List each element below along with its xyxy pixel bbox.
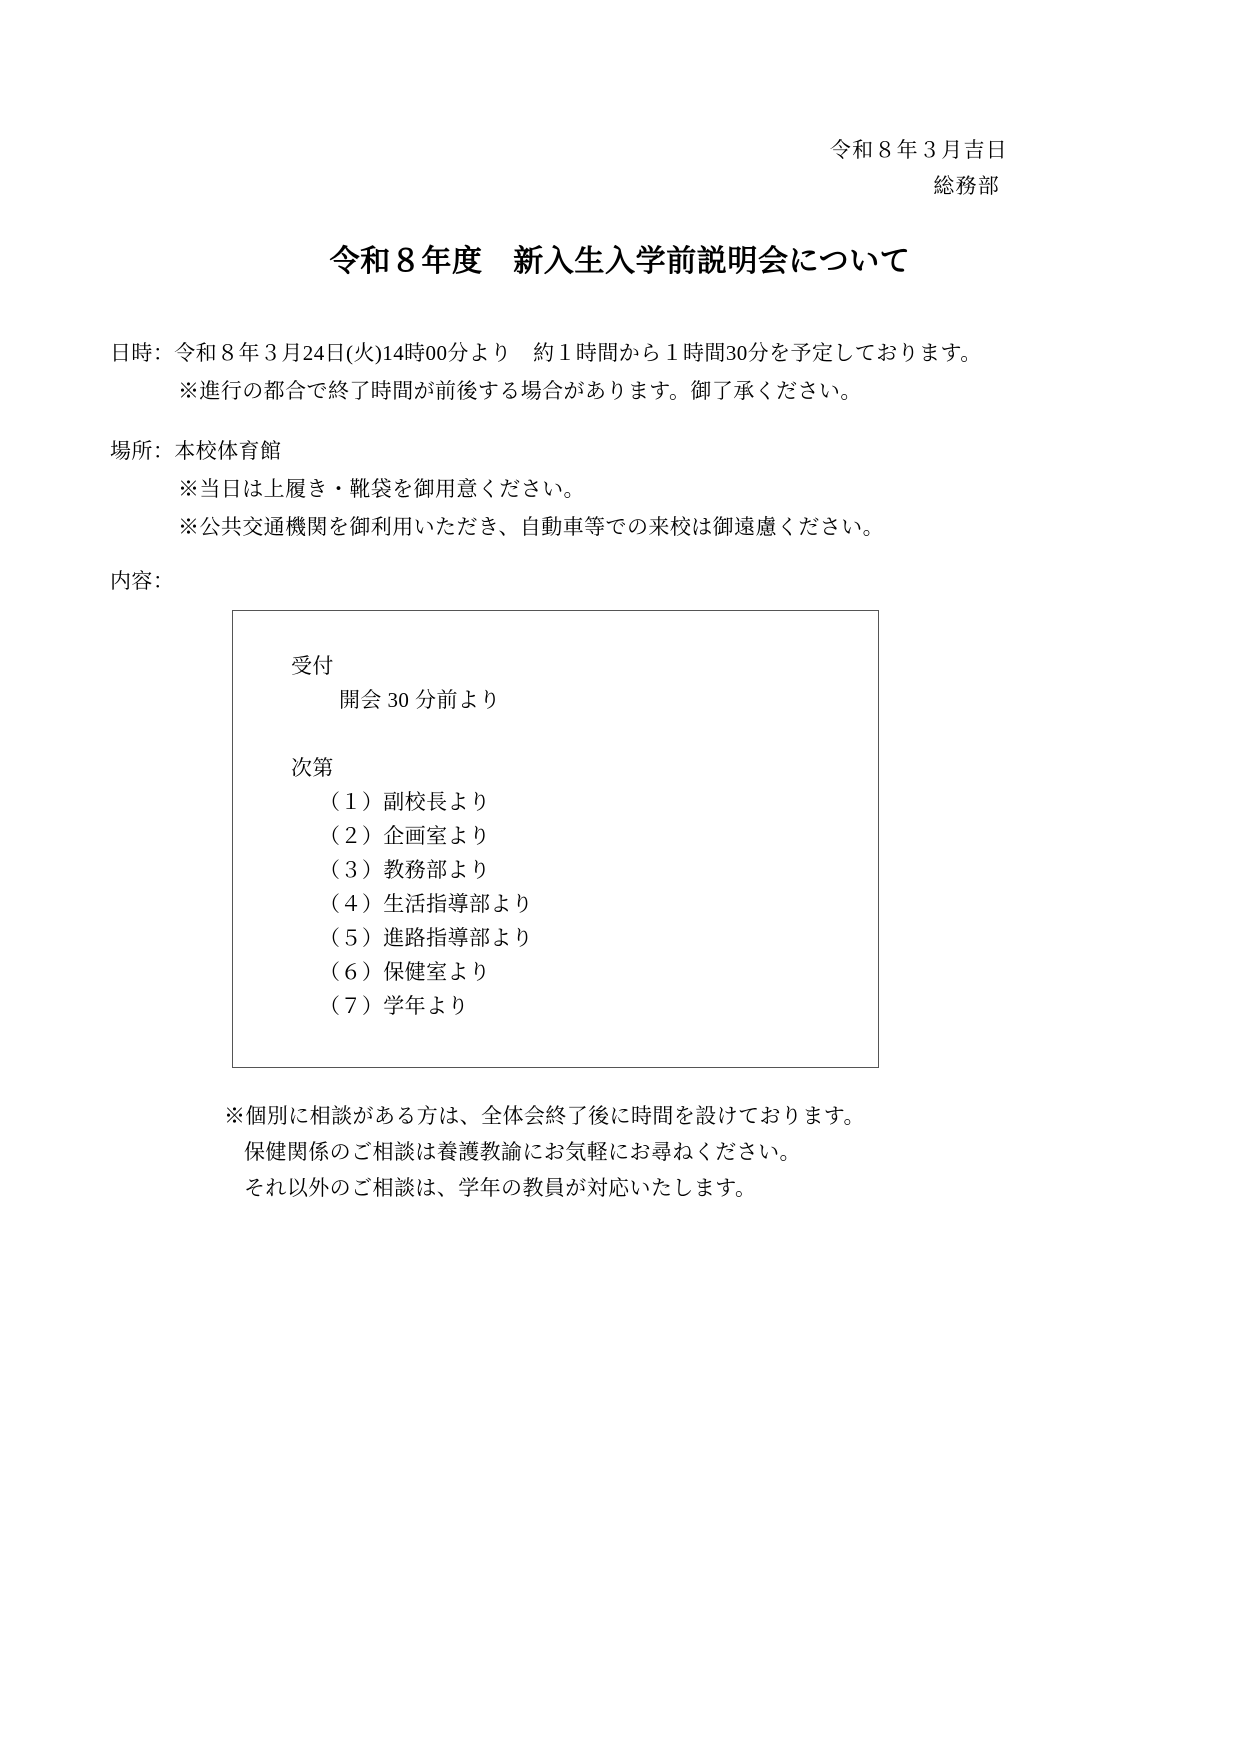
document-header: [0, 132, 1240, 204]
agenda-item: （１）副校長より: [319, 790, 491, 814]
header-date: 令和８年３月吉日: [829, 138, 1008, 162]
agenda-item: （５）進路指導部より: [319, 926, 534, 950]
page-title: 令和８年度 新入生入学前説明会について: [329, 244, 911, 279]
agenda-item: （６）保健室より: [319, 960, 491, 984]
datetime-note-line: ※進行の都合で終了時間が前後する場合があります。御了承ください。: [178, 379, 862, 403]
reception-detail: 開会 30 分前より: [339, 688, 501, 712]
program-box-inner: [233, 611, 878, 1023]
agenda-item: （２）企画室より: [319, 824, 491, 848]
agenda-item: （４）生活指導部より: [319, 892, 534, 916]
program-box: [232, 610, 879, 1068]
place-note-line-1: ※当日は上履き・靴袋を御用意ください。: [178, 477, 585, 501]
place-label-line: 場所：本校体育館: [110, 439, 282, 463]
contents-label-line: 内容：: [110, 569, 175, 593]
section-place: [110, 432, 1170, 546]
section-contents: [110, 562, 1170, 600]
footer-note-line: それ以外のご相談は、学年の教員が対応いたします。: [244, 1176, 757, 1200]
footer-note-line: 保健関係のご相談は養護教諭にお気軽にお尋ねください。: [244, 1140, 801, 1164]
footer-note-line: ※個別に相談がある方は、全体会終了後に時間を設けております。: [224, 1104, 865, 1128]
agenda-item: （７）学年より: [319, 994, 469, 1018]
section-datetime: [110, 334, 1170, 410]
agenda-heading: 次第: [291, 756, 334, 780]
header-department: 総務部: [933, 174, 1000, 198]
program-box-spacer: [261, 717, 878, 751]
reception-heading: 受付: [291, 654, 334, 678]
footer-notes: [224, 1098, 1124, 1206]
agenda-item: （３）教務部より: [319, 858, 491, 882]
datetime-label-line: 日時：令和８年３月24日(火)14時00分より 約１時間から１時間30分を予定しております。: [110, 341, 982, 365]
place-note-line-2: ※公共交通機関を御利用いただき、自動車等での来校は御遠慮ください。: [178, 515, 885, 539]
